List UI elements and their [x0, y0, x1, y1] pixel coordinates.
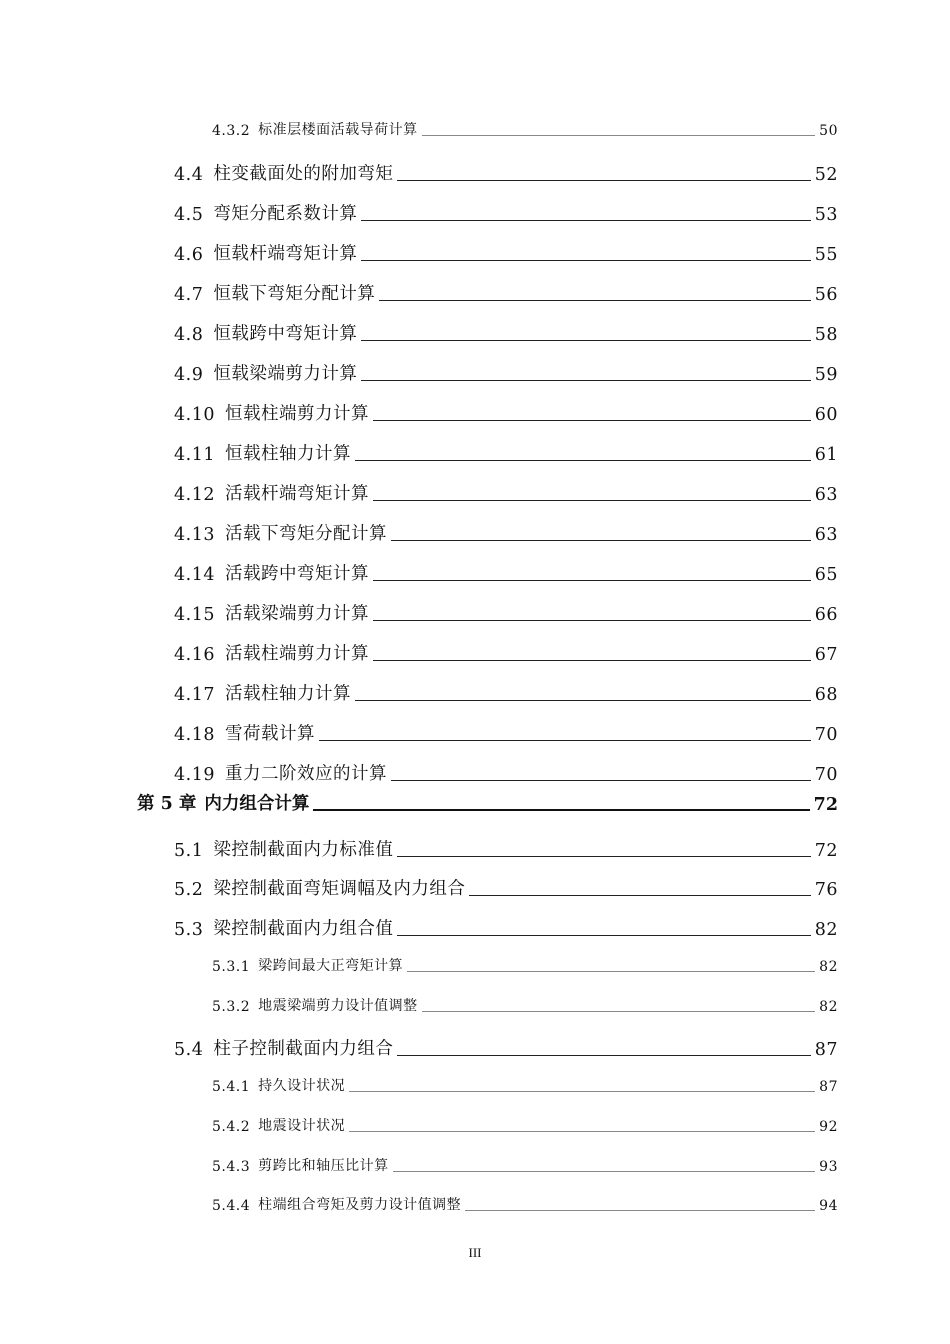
toc-entry-title: 恒载柱端剪力计算 [224, 404, 369, 424]
toc-entry-page: 66 [814, 605, 838, 625]
toc-leader-line [422, 135, 816, 136]
toc-entry-number: 5.4 [174, 1040, 204, 1060]
toc-entry-title: 活载梁端剪力计算 [224, 604, 369, 624]
toc-entry[interactable] [174, 836, 838, 861]
toc-entry[interactable] [174, 520, 838, 545]
toc-entry-page: 68 [814, 685, 838, 705]
toc-leader-line [391, 540, 811, 541]
toc-leader-line [391, 780, 811, 781]
toc-entry[interactable] [174, 560, 838, 585]
toc-entry-title: 梁跨间最大正弯矩计算 [258, 958, 404, 974]
toc-entry-number: 4.14 [174, 565, 215, 585]
toc-entry-number: 5.3.2 [212, 999, 251, 1015]
toc-entry-number: 5.3 [174, 920, 204, 940]
toc-entry-title: 活载柱轴力计算 [224, 684, 351, 704]
toc-entry[interactable] [174, 160, 838, 185]
toc-leader-line [349, 1131, 815, 1132]
toc-entry-title: 梁控制截面弯矩调幅及内力组合 [213, 879, 466, 899]
toc-entry-page: 70 [814, 725, 838, 745]
toc-entry[interactable] [174, 440, 838, 465]
toc-leader-line [349, 1091, 815, 1092]
toc-entry-page: 63 [814, 525, 838, 545]
toc-entry[interactable] [174, 875, 838, 900]
toc-entry[interactable] [212, 1194, 838, 1214]
toc-entry-page: 50 [819, 123, 838, 139]
toc-leader-line [373, 420, 811, 421]
toc-entry[interactable] [212, 1075, 838, 1095]
toc-entry[interactable] [174, 1035, 838, 1060]
toc-entry-page: 94 [819, 1198, 838, 1214]
toc-entry-title: 弯矩分配系数计算 [213, 204, 358, 224]
toc-entry-number: 5.4.3 [212, 1159, 251, 1175]
toc-entry-page: 63 [814, 485, 838, 505]
toc-entry-page: 87 [814, 1040, 838, 1060]
toc-entry[interactable] [174, 600, 838, 625]
toc-leader-line [361, 380, 810, 381]
toc-entry-title: 恒载跨中弯矩计算 [213, 324, 358, 344]
toc-entry-page: 59 [814, 365, 838, 385]
toc-entry-number: 4.18 [174, 725, 215, 745]
toc-entry-number: 5.2 [174, 880, 204, 900]
toc-entry-title: 柱子控制截面内力组合 [213, 1039, 394, 1059]
toc-entry-number: 5.4.4 [212, 1198, 251, 1214]
toc-leader-line [313, 809, 809, 811]
toc-entry[interactable] [137, 790, 838, 815]
toc-entry-page: 87 [819, 1079, 838, 1095]
toc-entry[interactable] [174, 240, 838, 265]
toc-entry[interactable] [174, 280, 838, 305]
toc-leader-line [422, 1011, 816, 1012]
toc-entry-page: 70 [814, 765, 838, 785]
toc-entry-page: 58 [814, 325, 838, 345]
toc-entry[interactable] [212, 119, 838, 139]
toc-entry-number: 4.19 [174, 765, 215, 785]
toc-entry-page: 82 [819, 999, 838, 1015]
toc-entry-title: 恒载下弯矩分配计算 [213, 284, 376, 304]
toc-entry-number: 4.6 [174, 245, 204, 265]
toc-leader-line [373, 620, 811, 621]
toc-entry[interactable] [174, 360, 838, 385]
toc-leader-line [469, 895, 810, 896]
toc-entry-title: 剪跨比和轴压比计算 [258, 1158, 389, 1174]
toc-entry-number: 5.4.1 [212, 1079, 251, 1095]
toc-entry-title: 梁控制截面内力组合值 [213, 919, 394, 939]
toc-entry-title: 持久设计状况 [258, 1078, 346, 1094]
toc-entry[interactable] [174, 915, 838, 940]
toc-entry-title: 标准层楼面活载导荷计算 [258, 122, 418, 138]
toc-entry-title: 柱端组合弯矩及剪力设计值调整 [258, 1197, 462, 1213]
toc-entry[interactable] [174, 320, 838, 345]
toc-entry-page: 53 [814, 205, 838, 225]
toc-entry-page: 93 [819, 1159, 838, 1175]
toc-entry-title: 内力组合计算 [204, 794, 310, 814]
toc-leader-line [361, 260, 810, 261]
page-number: III [468, 1245, 482, 1260]
toc-entry-title: 活载柱端剪力计算 [224, 644, 369, 664]
toc-entry-title: 雪荷载计算 [224, 724, 315, 744]
toc-leader-line [397, 1055, 810, 1056]
toc-entry-title: 柱变截面处的附加弯矩 [213, 164, 394, 184]
toc-entry-page: 72 [813, 795, 838, 815]
toc-entry[interactable] [174, 760, 838, 785]
toc-entry-number: 5.1 [174, 841, 204, 861]
toc-entry-number: 4.13 [174, 525, 215, 545]
toc-leader-line [373, 500, 811, 501]
toc-entry-number: 4.3.2 [212, 123, 251, 139]
toc-entry-number: 4.9 [174, 365, 204, 385]
toc-entry[interactable] [212, 995, 838, 1015]
toc-entry-page: 72 [814, 841, 838, 861]
toc-entry-title: 活载下弯矩分配计算 [224, 524, 387, 544]
toc-leader-line [393, 1171, 816, 1172]
toc-entry-page: 52 [814, 165, 838, 185]
toc-entry-title: 活载杆端弯矩计算 [224, 484, 369, 504]
toc-leader-line [319, 740, 811, 741]
toc-entry-number: 4.8 [174, 325, 204, 345]
toc-entry-number: 5.3.1 [212, 959, 251, 975]
toc-entry-page: 82 [814, 920, 838, 940]
toc-entry[interactable] [174, 400, 838, 425]
toc-entry-title: 恒载柱轴力计算 [224, 444, 351, 464]
toc-leader-line [355, 460, 811, 461]
toc-entry-number: 4.11 [174, 445, 215, 465]
toc-entry-number: 4.17 [174, 685, 215, 705]
toc-entry-title: 活载跨中弯矩计算 [224, 564, 369, 584]
toc-leader-line [407, 971, 815, 972]
toc-entry[interactable] [212, 955, 838, 975]
toc-entry-page: 61 [814, 445, 838, 465]
toc-entry-page: 92 [819, 1119, 838, 1135]
toc-leader-line [465, 1210, 815, 1211]
toc-leader-line [361, 220, 810, 221]
toc-leader-line [373, 660, 811, 661]
toc-entry[interactable] [174, 640, 838, 665]
toc-entry-number: 4.5 [174, 205, 204, 225]
toc-entry-number: 4.15 [174, 605, 215, 625]
toc-entry-page: 56 [814, 285, 838, 305]
toc-entry-page: 65 [814, 565, 838, 585]
toc-entry-page: 82 [819, 959, 838, 975]
toc-entry-title: 恒载杆端弯矩计算 [213, 244, 358, 264]
toc-entry-number: 4.7 [174, 285, 204, 305]
toc-entry-number: 4.16 [174, 645, 215, 665]
toc-entry-title: 地震梁端剪力设计值调整 [258, 998, 418, 1014]
toc-leader-line [397, 180, 810, 181]
toc-entry[interactable] [174, 480, 838, 505]
toc-entry-title: 重力二阶效应的计算 [224, 764, 387, 784]
toc-leader-line [373, 580, 811, 581]
toc-entry-number: 4.10 [174, 405, 215, 425]
toc-entry[interactable] [174, 720, 838, 745]
toc-entry[interactable] [212, 1115, 838, 1135]
toc-entry-page: 60 [814, 405, 838, 425]
toc-entry-page: 76 [814, 880, 838, 900]
toc-entry[interactable] [212, 1155, 838, 1175]
toc-entry-number: 5.4.2 [212, 1119, 251, 1135]
toc-entry-title: 梁控制截面内力标准值 [213, 840, 394, 860]
toc-entry-title: 恒载梁端剪力计算 [213, 364, 358, 384]
toc-entry-page: 55 [814, 245, 838, 265]
toc-entry-number: 第 5 章 [137, 794, 197, 814]
toc-entry[interactable] [174, 680, 838, 705]
toc-leader-line [355, 700, 811, 701]
toc-entry-number: 4.4 [174, 165, 204, 185]
toc-entry[interactable] [174, 200, 838, 225]
toc-entry-page: 67 [814, 645, 838, 665]
toc-leader-line [379, 300, 810, 301]
toc-leader-line [397, 935, 810, 936]
toc-leader-line [361, 340, 810, 341]
toc-leader-line [397, 856, 810, 857]
toc-entry-title: 地震设计状况 [258, 1118, 346, 1134]
toc-entry-number: 4.12 [174, 485, 215, 505]
